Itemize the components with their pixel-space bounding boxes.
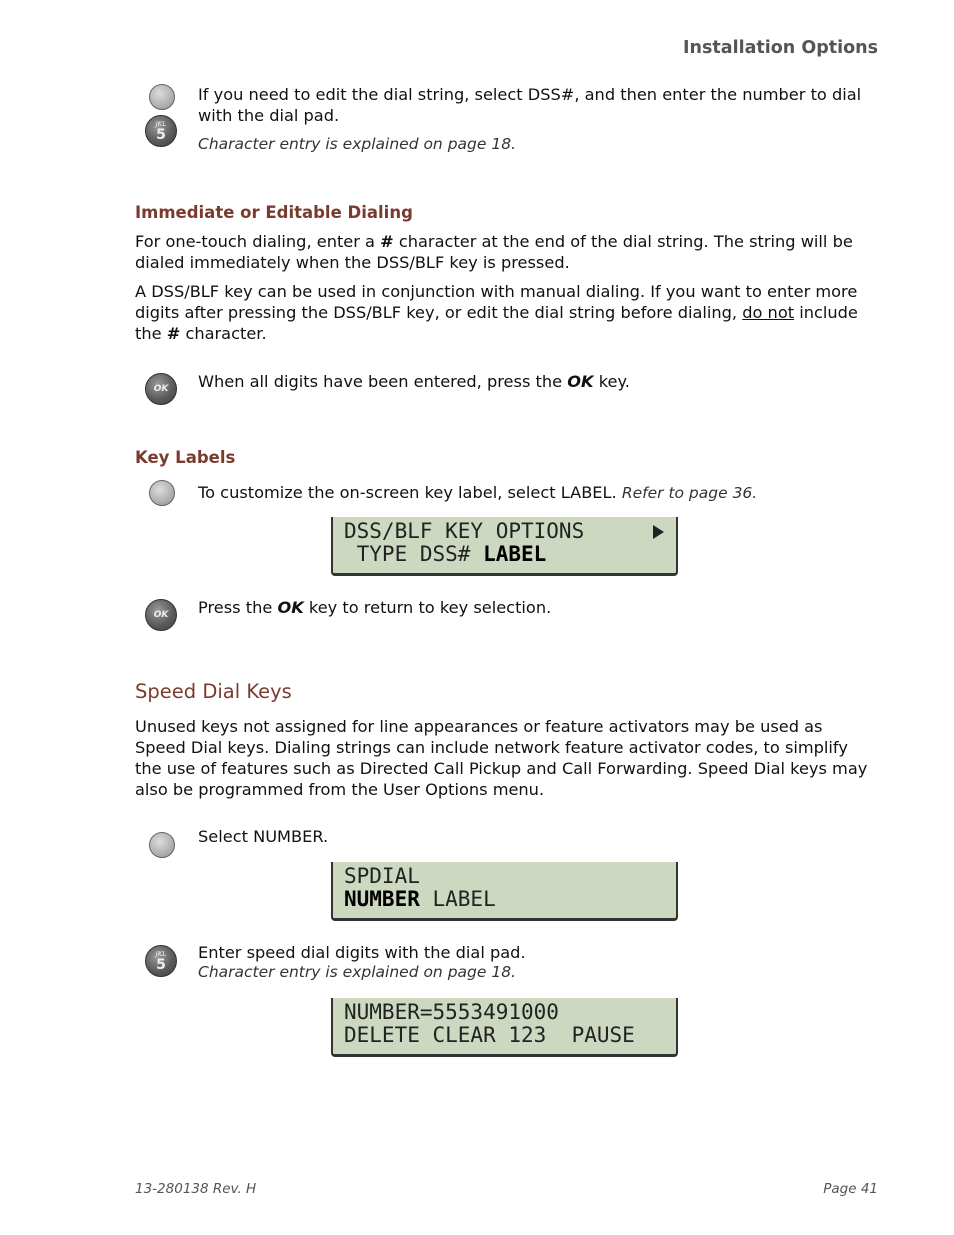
step-edit-text: If you need to edit the dial string, select DSS#, and then enter the number to dial with the dial pad. (198, 85, 862, 125)
lcd-number-entry: NUMBER=5553491000 DELETE CLEAR 123 PAUSE (331, 998, 678, 1057)
heading-immediate-dialing: Immediate or Editable Dialing (135, 203, 413, 222)
step-select-number-text: Select NUMBER. (198, 827, 329, 846)
dialpad-5-key-icon: JKL 5 (145, 945, 177, 977)
softkey-button-icon (149, 84, 175, 110)
lcd-label-option: LABEL (483, 542, 547, 566)
lcd-dss-blf-options: DSS/BLF KEY OPTIONS TYPE DSS# LABEL (331, 517, 678, 576)
softkey-button-icon (149, 832, 175, 858)
step-ok-return-text: Press the OK key to return to key selection. (198, 598, 552, 617)
ok-key-icon: OK (145, 373, 177, 405)
key-labels-text: To customize the on-screen key label, select LABEL. Refer to page 36. (198, 483, 758, 502)
heading-speed-dial-keys: Speed Dial Keys (135, 680, 292, 703)
footer-page-number: Page 41 (823, 1181, 878, 1197)
step-enter-digits-text: Enter speed dial digits with the dial pad. (198, 943, 526, 962)
section-title: Installation Options (683, 38, 878, 58)
heading-key-labels: Key Labels (135, 448, 236, 467)
dialpad-5-key-icon: JKL 5 (145, 115, 177, 147)
ok-key-icon: OK (145, 599, 177, 631)
softkey-button-icon (149, 480, 175, 506)
footer-doc-number: 13-280138 Rev. H (135, 1181, 257, 1197)
step-edit-note: Character entry is explained on page 18. (198, 135, 516, 153)
right-arrow-icon (653, 525, 664, 539)
immediate-paragraph-2: A DSS/BLF key can be used in conjunction with manual dialing. If you want to enter more digits after pressing the DSS/BLF key, or edit the dial string before dialing, do not include the # character. (135, 282, 858, 343)
immediate-paragraph-1: For one-touch dialing, enter a # character at the end of the dial string. The string will be dialed immediately when the DSS/BLF key is pressed. (135, 232, 853, 272)
speed-dial-paragraph: Unused keys not assigned for line appearances or feature activators may be used as Speed Dial keys. Dialing strings can include network feature activator codes, to simplify the use of features such as Directed Call Pickup and Call Forwarding. Speed Dial keys may also be programmed from the User Options menu. (135, 717, 868, 799)
step-ok-text: When all digits have been entered, press the OK key. (198, 372, 630, 391)
lcd-number-option: NUMBER (344, 887, 420, 911)
step-enter-digits-note: Character entry is explained on page 18. (198, 963, 516, 981)
lcd-spdial: SPDIAL NUMBER LABEL (331, 862, 678, 921)
